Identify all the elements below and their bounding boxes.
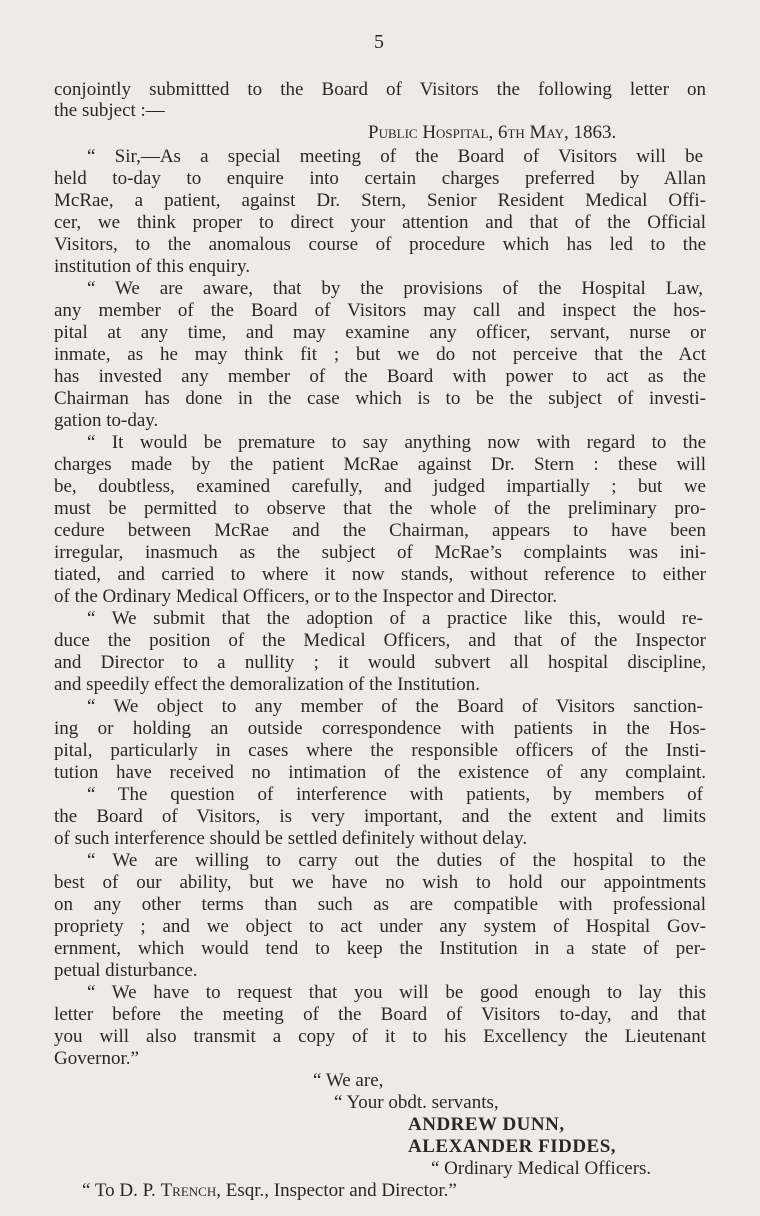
text-line: “ Ordinary Medical Officers.	[431, 1158, 652, 1179]
text-line: “ To D. P. Trench, Esqr., Inspector and Director.”	[82, 1180, 457, 1201]
text-line: held to-day to enquire into certain charges preferred by Allan	[54, 168, 706, 189]
text-line: inmate, as he may think fit ; but we do not perceive that the Act	[54, 344, 706, 365]
text-line: of such interference should be settled definitely without delay.	[54, 828, 528, 849]
text-line: letter before the meeting of the Board of Visitors to-day, and that	[54, 1004, 706, 1025]
text-line: pital at any time, and may examine any officer, servant, nurse or	[54, 322, 706, 343]
text-line: “ We submit that the adoption of a practice like this, would re-	[87, 608, 703, 629]
text-line: tution have received no intimation of the existence of any complaint.	[54, 762, 706, 783]
text-line: any member of the Board of Visitors may call and inspect the hos-	[54, 300, 706, 321]
text-line: the subject :—	[54, 100, 165, 121]
text-line: Visitors, to the anomalous course of procedure which has led to the	[54, 234, 706, 255]
text-line: pital, particularly in cases where the responsible officers of the Insti-	[54, 740, 706, 761]
text-line: must be permitted to observe that the whole of the preliminary pro-	[54, 498, 706, 519]
text-line: has invested any member of the Board with power to act as the	[54, 366, 706, 387]
text-line: Chairman has done in the case which is to be the subject of investi-	[54, 388, 706, 409]
text-line: “ We are willing to carry out the duties of the hospital to the	[87, 850, 706, 871]
text-line: conjointly submittted to the Board of Visitors the following letter on	[54, 79, 706, 100]
text-line: “ We have to request that you will be good enough to lay this	[87, 982, 706, 1003]
text-line: “ The question of interference with patients, by members of	[87, 784, 703, 805]
text-line: “ We are aware, that by the provisions of the Hospital Law,	[87, 278, 703, 299]
text-line: ALEXANDER FIDDES,	[408, 1136, 617, 1157]
text-line: McRae, a patient, against Dr. Stern, Senior Resident Medical Offi-	[54, 190, 706, 211]
text-line: “ We object to any member of the Board of Visitors sanction-	[87, 696, 703, 717]
text-line: Governor.”	[54, 1048, 139, 1069]
text-line: “ Your obdt. servants,	[334, 1092, 499, 1113]
text-line: ANDREW DUNN,	[408, 1114, 565, 1135]
text-line: charges made by the patient McRae against Dr. Stern : these will	[54, 454, 706, 475]
text-line: the Board of Visitors, is very important, and the extent and limits	[54, 806, 706, 827]
text-line: institution of this enquiry.	[54, 256, 251, 277]
text-line: and speedily effect the demoralization of the Institution.	[54, 674, 480, 695]
text-line: “ We are,	[313, 1070, 384, 1091]
text-line: propriety ; and we object to act under any system of Hospital Gov-	[54, 916, 706, 937]
text-line: “ Sir,—As a special meeting of the Board of Visitors will be	[87, 146, 703, 167]
text-line: and Director to a nullity ; it would subvert all hospital discipline,	[54, 652, 706, 673]
text-line: be, doubtless, examined carefully, and judged impartially ; but we	[54, 476, 706, 497]
text-line: on any other terms than such as are compatible with professional	[54, 894, 706, 915]
text-line: petual disturbance.	[54, 960, 198, 981]
text-line: “ It would be premature to say anything now with regard to the	[87, 432, 706, 453]
text-line: of the Ordinary Medical Officers, or to the Inspector and Director.	[54, 586, 557, 607]
text-line: gation to-day.	[54, 410, 159, 431]
text-line: best of our ability, but we have no wish to hold our appointments	[54, 872, 706, 893]
page-number: 5	[374, 31, 384, 53]
text-line: tiated, and carried to where it now stands, without reference to either	[54, 564, 706, 585]
text-line: cedure between McRae and the Chairman, appears to have been	[54, 520, 706, 541]
text-line: Public Hospital, 6th May, 1863.	[368, 122, 617, 143]
text-line: you will also transmit a copy of it to his Excellency the Lieutenant	[54, 1026, 706, 1047]
text-line: duce the position of the Medical Officers, and that of the Inspector	[54, 630, 706, 651]
text-line: irregular, inasmuch as the subject of McRae’s complaints was ini-	[54, 542, 706, 563]
text-line: cer, we think proper to direct your attention and that of the Official	[54, 212, 706, 233]
text-line: ing or holding an outside correspondence with patients in the Hos-	[54, 718, 706, 739]
text-line: ernment, which would tend to keep the Institution in a state of per-	[54, 938, 706, 959]
